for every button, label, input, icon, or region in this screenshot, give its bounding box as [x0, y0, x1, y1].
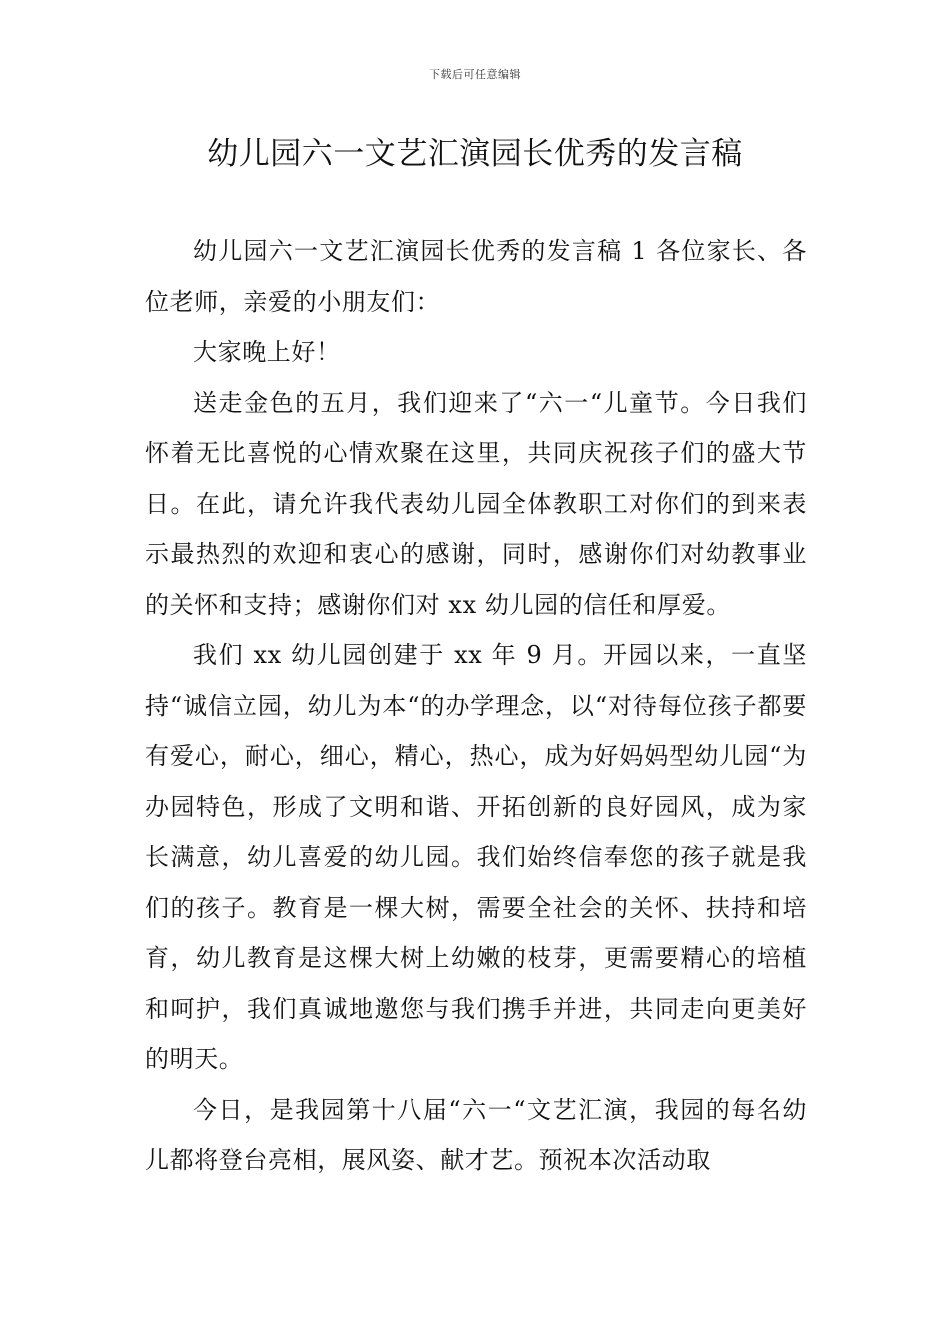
document-title: 幼儿园六一文艺汇演园长优秀的发言稿	[207, 136, 743, 172]
header-note: 下载后可任意编辑	[429, 68, 521, 81]
document-body	[145, 226, 807, 1186]
paragraph-good-evening: 大家晚上好！	[193, 338, 341, 366]
paragraph-performance: 今日，是我园第十八届“六一“文艺汇演，我园的每名幼儿都将登台亮相，展风姿、献才艺。预祝本次活动取	[145, 1095, 807, 1174]
paragraph-kindergarten-intro: 我们 xx 幼儿园创建于 xx 年 9 月。开园以来，一直坚持“诚信立园，幼儿为本“的办学理念，以“对待每位孩子都要有爱心，耐心，细心，精心，热心，成为好妈妈型幼儿园“为办园特色，形成了文明和谐、开拓创新的良好园风，成为家长满意，幼儿喜爱的幼儿园。我们始终信奉您的孩子就是我们的孩子。教育是一棵大树，需要全社会的关怀、扶持和培育，幼儿教育是这棵大树上幼嫩的枝芽，更需要精心的培植和呵护，我们真诚地邀您与我们携手并进，共同走向更美好的明天。	[145, 641, 807, 1073]
paragraph-greeting-line: 幼儿园六一文艺汇演园长优秀的发言稿 1 各位家长、各位老师，亲爱的小朋友们：	[145, 237, 807, 316]
paragraph-welcome: 送走金色的五月，我们迎来了“六一“儿童节。今日我们怀着无比喜悦的心情欢聚在这里，共同庆祝孩子们的盛大节日。在此，请允许我代表幼儿园全体教职工对你们的到来表示最热烈的欢迎和衷心的感谢，同时，感谢你们对幼教事业的关怀和支持；感谢你们对 xx 幼儿园的信任和厚爱。	[145, 388, 807, 619]
